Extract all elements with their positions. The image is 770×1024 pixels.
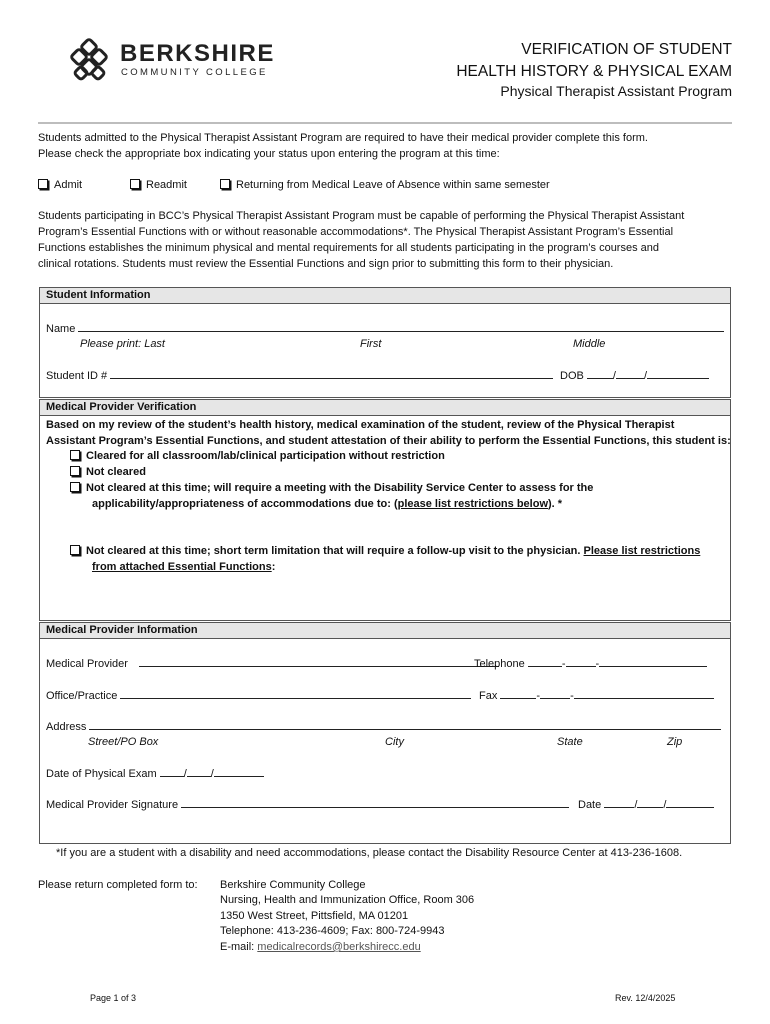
address-field[interactable]: Address	[46, 718, 721, 735]
checkbox-icon[interactable]	[38, 179, 48, 189]
option-disability-service[interactable]: Not cleared at this time; will require a meeting with the Disability Service Center to assess for the	[70, 480, 593, 496]
name-hint-first: First	[360, 338, 382, 350]
telephone-area-line[interactable]	[528, 655, 562, 667]
address-hint-street: Street/PO Box	[88, 736, 159, 748]
return-email: E-mail: medicalrecords@berkshirecc.edu	[220, 941, 421, 953]
fax-area-line[interactable]	[500, 687, 536, 699]
signature-date-field[interactable]: Date / /	[578, 796, 714, 813]
telephone-prefix-line[interactable]	[566, 655, 596, 667]
address-hint-state: State	[557, 736, 583, 748]
verification-intro-line1: Based on my review of the student’s health history, medical examination of the student, review of the Physical Therapist	[46, 419, 675, 431]
logo-subname: COMMUNITY COLLEGE	[121, 67, 268, 78]
telephone-number-line[interactable]	[599, 655, 707, 667]
signature-input-line[interactable]	[181, 796, 569, 808]
verification-intro-line2: Assistant Program’s Essential Functions, and student attestation of their ability to perform the Essential Functions, this student is:	[46, 435, 731, 447]
address-input-line[interactable]	[89, 718, 721, 730]
exam-day-line[interactable]	[187, 765, 211, 777]
page-number: Page 1 of 3	[90, 993, 137, 1003]
fax-prefix-line[interactable]	[540, 687, 570, 699]
checkbox-icon[interactable]	[70, 482, 80, 492]
name-field[interactable]: Name	[46, 320, 724, 337]
form-title	[456, 39, 732, 83]
return-address-line4: Telephone: 413-236-4609; Fax: 800-724-9943	[220, 925, 445, 937]
checkbox-icon[interactable]	[130, 179, 140, 189]
return-address-line1: Berkshire Community College	[220, 879, 366, 891]
knot-logo-icon	[70, 38, 116, 84]
intro-line1: Students admitted to the Physical Therapist Assistant Program are required to have their medical provider complete this form.	[38, 132, 648, 144]
name-hint-last: Please print: Last	[80, 338, 165, 350]
logo-name: BERKSHIRE	[120, 40, 275, 67]
sig-year-line[interactable]	[666, 796, 714, 808]
option-cleared[interactable]: Cleared for all classroom/lab/clinical participation without restriction	[70, 448, 445, 464]
provider-field[interactable]: Medical Provider	[46, 655, 499, 672]
dob-year-line[interactable]	[647, 367, 709, 379]
student-info-heading: Student Information	[39, 287, 731, 304]
provider-input-line[interactable]	[139, 655, 499, 667]
status-readmit[interactable]: Readmit	[130, 177, 187, 193]
status-admit[interactable]: Admit	[38, 177, 82, 193]
return-address-line2: Nursing, Health and Immunization Office, Room 306	[220, 894, 475, 906]
exam-date-field[interactable]: Date of Physical Exam / /	[46, 765, 264, 782]
checkbox-icon[interactable]	[70, 466, 80, 476]
name-hint-middle: Middle	[573, 338, 606, 350]
verification-heading: Medical Provider Verification	[39, 399, 731, 416]
form-title-line2: HEALTH HISTORY & PHYSICAL EXAM	[456, 63, 732, 80]
fax-field[interactable]: Fax - -	[479, 687, 714, 704]
return-label: Please return completed form to:	[38, 879, 198, 891]
checkbox-icon[interactable]	[220, 179, 230, 189]
essential-para-line3: Functions establishes the minimum physical and mental requirements for all students participating in the program’s courses and	[38, 242, 659, 254]
exam-month-line[interactable]	[160, 765, 184, 777]
provider-info-heading: Medical Provider Information	[39, 622, 731, 639]
address-hint-zip: Zip	[667, 736, 683, 748]
return-address-line3: 1350 West Street, Pittsfield, MA 01201	[220, 910, 409, 922]
sig-day-line[interactable]	[637, 796, 663, 808]
dob-month-line[interactable]	[587, 367, 613, 379]
sig-month-line[interactable]	[604, 796, 634, 808]
address-hint-city: City	[385, 736, 404, 748]
student-id-input-line[interactable]	[110, 367, 553, 379]
checkbox-icon[interactable]	[70, 545, 80, 555]
revision-date: Rev. 12/4/2025	[615, 993, 676, 1003]
checkbox-icon[interactable]	[70, 450, 80, 460]
dob-field[interactable]: DOB / /	[560, 367, 709, 384]
option-disability-service-line2: applicability/appropriateness of accommodations due to: (please list restrictions below). *	[92, 498, 563, 510]
signature-field[interactable]: Medical Provider Signature	[46, 796, 569, 813]
form-title-line1: VERIFICATION OF STUDENT	[521, 41, 732, 58]
essential-para-line4: clinical rotations. Students must review the Essential Functions and sign prior to submitting this form to their physician.	[38, 258, 614, 270]
option-short-term-limitation[interactable]: Not cleared at this time; short term limitation that will require a follow-up visit to the physician. Please list restrictions	[70, 543, 700, 559]
intro-line2: Please check the appropriate box indicating your status upon entering the program at this time:	[38, 148, 500, 160]
status-returning[interactable]: Returning from Medical Leave of Absence within same semester	[220, 177, 550, 193]
fax-number-line[interactable]	[574, 687, 714, 699]
office-input-line[interactable]	[120, 687, 471, 699]
telephone-field[interactable]: Telephone - -	[474, 655, 707, 672]
option-not-cleared[interactable]: Not cleared	[70, 464, 146, 480]
student-id-field[interactable]: Student ID #	[46, 367, 553, 384]
dob-day-line[interactable]	[616, 367, 644, 379]
program-subtitle: Physical Therapist Assistant Program	[500, 83, 732, 99]
option-short-term-limitation-line2: from attached Essential Functions:	[92, 561, 276, 573]
office-field[interactable]: Office/Practice	[46, 687, 471, 704]
header-divider	[38, 122, 732, 124]
exam-year-line[interactable]	[214, 765, 264, 777]
name-input-line[interactable]	[78, 320, 724, 332]
essential-para-line1: Students participating in BCC’s Physical Therapist Assistant Program must be capable of performing the Physical Therapist Assistant	[38, 210, 685, 222]
disability-note: *If you are a student with a disability and need accommodations, please contact the Disability Resource Center at 413-236-1608.	[56, 847, 683, 859]
essential-para-line2: Program’s Essential Functions with or without reasonable accommodations*. The Physical Therapist Assistant Program’s Essential	[38, 226, 674, 238]
email-link[interactable]: medicalrecords@berkshirecc.edu	[257, 941, 421, 953]
